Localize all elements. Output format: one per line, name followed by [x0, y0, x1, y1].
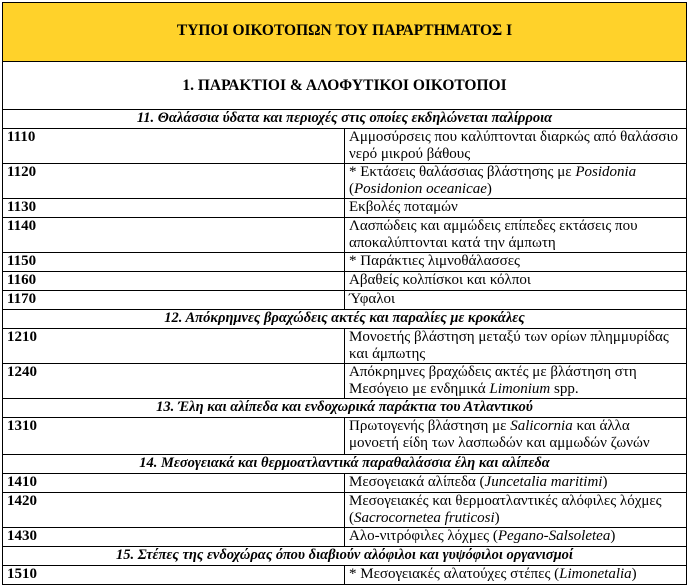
- habitat-description: [345, 199, 687, 218]
- description-text: Πρωτογενής βλάστηση με: [349, 418, 511, 434]
- habitat-code: 1140: [3, 218, 345, 253]
- group-heading-row: [3, 110, 687, 129]
- scientific-name: Posidonion oceanicae: [354, 181, 487, 197]
- description-text: Λασπώδεις και αμμώδεις επίπεδες εκτάσεις που αποκαλύπτονται κατά την άμπωτη: [349, 218, 638, 251]
- description-text: Ύφαλοι: [349, 291, 396, 307]
- description-text: ): [631, 566, 637, 582]
- description-text: * Μεσογειακές αλατούχες στέπες (: [349, 566, 560, 582]
- table-title: ΤΥΠΟΙ ΟΙΚΟΤΟΠΩΝ ΤΟΥ ΠΑΡΑΡΤΗΜΑΤΟΣ Ι: [3, 3, 687, 62]
- table-row: [3, 272, 687, 291]
- habitat-code: 1410: [3, 474, 345, 493]
- group-heading: 14. Μεσογειακά και θερμοατλαντικά παραθαλάσσια έλη και αλίπεδα: [3, 455, 687, 474]
- habitat-description: [345, 474, 687, 493]
- group-heading-row: [3, 399, 687, 418]
- scientific-name: Posidonia: [575, 164, 637, 180]
- group-heading: 15. Στέπες της ενδοχώρας όπου διαβιούν αλόφιλοι και γυψόφιλοι οργανισμοί: [3, 547, 687, 566]
- scientific-name: Juncetalia maritimi: [484, 474, 603, 490]
- habitat-code: 1110: [3, 129, 345, 164]
- description-text: * Παράκτιες λιμνοθάλασσες: [349, 253, 520, 269]
- table-row: [3, 199, 687, 218]
- description-text: Αμμοσύρσεις που καλύπτονται διαρκώς από θαλάσσιο νερό μικρού βάθους: [349, 129, 679, 162]
- table-row: [3, 566, 687, 585]
- table-row: [3, 129, 687, 164]
- table-row: [3, 528, 687, 547]
- group-heading: 12. Απόκρημνες βραχώδεις ακτές και παραλίες με κροκάλες: [3, 310, 687, 329]
- habitat-code: 1160: [3, 272, 345, 291]
- habitat-description: [345, 364, 687, 399]
- description-text: ): [494, 510, 500, 526]
- description-text: ): [610, 528, 616, 544]
- scientific-name: Limonetalia: [559, 566, 632, 582]
- habitat-description: [345, 164, 687, 199]
- description-text: Μεσογειακές και θερμοατλαντικές αλόφιλες λόχμες (: [349, 493, 662, 526]
- table-row: [3, 474, 687, 493]
- habitat-code: 1130: [3, 199, 345, 218]
- habitat-code: 1210: [3, 329, 345, 364]
- habitat-code: 1170: [3, 291, 345, 310]
- description-text: ): [486, 181, 492, 197]
- habitat-description: [345, 218, 687, 253]
- habitat-description: [345, 566, 687, 585]
- table-row: [3, 164, 687, 199]
- habitat-description: [345, 528, 687, 547]
- habitat-description: [345, 272, 687, 291]
- table-row: [3, 253, 687, 272]
- habitat-code: 1420: [3, 493, 345, 528]
- table-row: [3, 493, 687, 528]
- section-heading: 1. ΠΑΡΑΚΤΙΟΙ & ΑΛΟΦΥΤΙΚΟΙ ΟΙΚΟΤΟΠΟΙ: [3, 62, 687, 110]
- description-text: Αβαθείς κολπίσκοι και κόλποι: [349, 272, 531, 288]
- section-row: [3, 62, 687, 110]
- habitat-description: [345, 329, 687, 364]
- group-heading-row: [3, 310, 687, 329]
- habitat-code: 1240: [3, 364, 345, 399]
- table-row: [3, 364, 687, 399]
- group-heading-row: [3, 547, 687, 566]
- description-text: Μονοετής βλάστηση μεταξύ των ορίων πλημμυρίδας και άμπωτης: [349, 329, 669, 362]
- habitat-description: [345, 493, 687, 528]
- scientific-name: Salicornia: [510, 418, 573, 434]
- habitat-types-table: [2, 2, 687, 585]
- description-text: (: [349, 181, 354, 197]
- title-row: [3, 3, 687, 62]
- table-row: [3, 329, 687, 364]
- habitat-code: 1120: [3, 164, 345, 199]
- habitat-code: 1510: [3, 566, 345, 585]
- scientific-name: Sacrocornetea fruticosi: [354, 510, 495, 526]
- group-heading: 13. Έλη και αλίπεδα και ενδοχωρικά παράκτια του Ατλαντικού: [3, 399, 687, 418]
- habitat-description: [345, 418, 687, 455]
- group-heading-row: [3, 455, 687, 474]
- description-text: και άλλα μονοετή είδη των λασπωδών και αμμωδών ζωνών: [349, 418, 650, 451]
- group-heading: 11. Θαλάσσια ύδατα και περιοχές στις οποίες εκδηλώνεται παλίρροια: [3, 110, 687, 129]
- habitat-code: 1310: [3, 418, 345, 455]
- scientific-name: Pegano-Salsoletea: [497, 528, 611, 544]
- habitat-code: 1430: [3, 528, 345, 547]
- table-row: [3, 218, 687, 253]
- scientific-name: Limonium: [489, 381, 551, 397]
- table-row: [3, 291, 687, 310]
- description-text: Αλο-νιτρόφιλες λόχμες (: [349, 528, 498, 544]
- habitat-description: [345, 291, 687, 310]
- table-row: [3, 418, 687, 455]
- description-text: spp.: [550, 381, 579, 397]
- description-text: Εκβολές ποταμών: [349, 199, 458, 215]
- description-text: * Εκτάσεις θαλάσσιας βλάστησης με: [349, 164, 576, 180]
- habitat-code: 1150: [3, 253, 345, 272]
- description-text: Μεσογειακά αλίπεδα (: [349, 474, 485, 490]
- habitat-description: [345, 253, 687, 272]
- habitat-description: [345, 129, 687, 164]
- description-text: Απόκρημνες βραχώδεις ακτές με βλάστηση στη Μεσόγειο με ενδημικά: [349, 364, 637, 397]
- description-text: ): [602, 474, 608, 490]
